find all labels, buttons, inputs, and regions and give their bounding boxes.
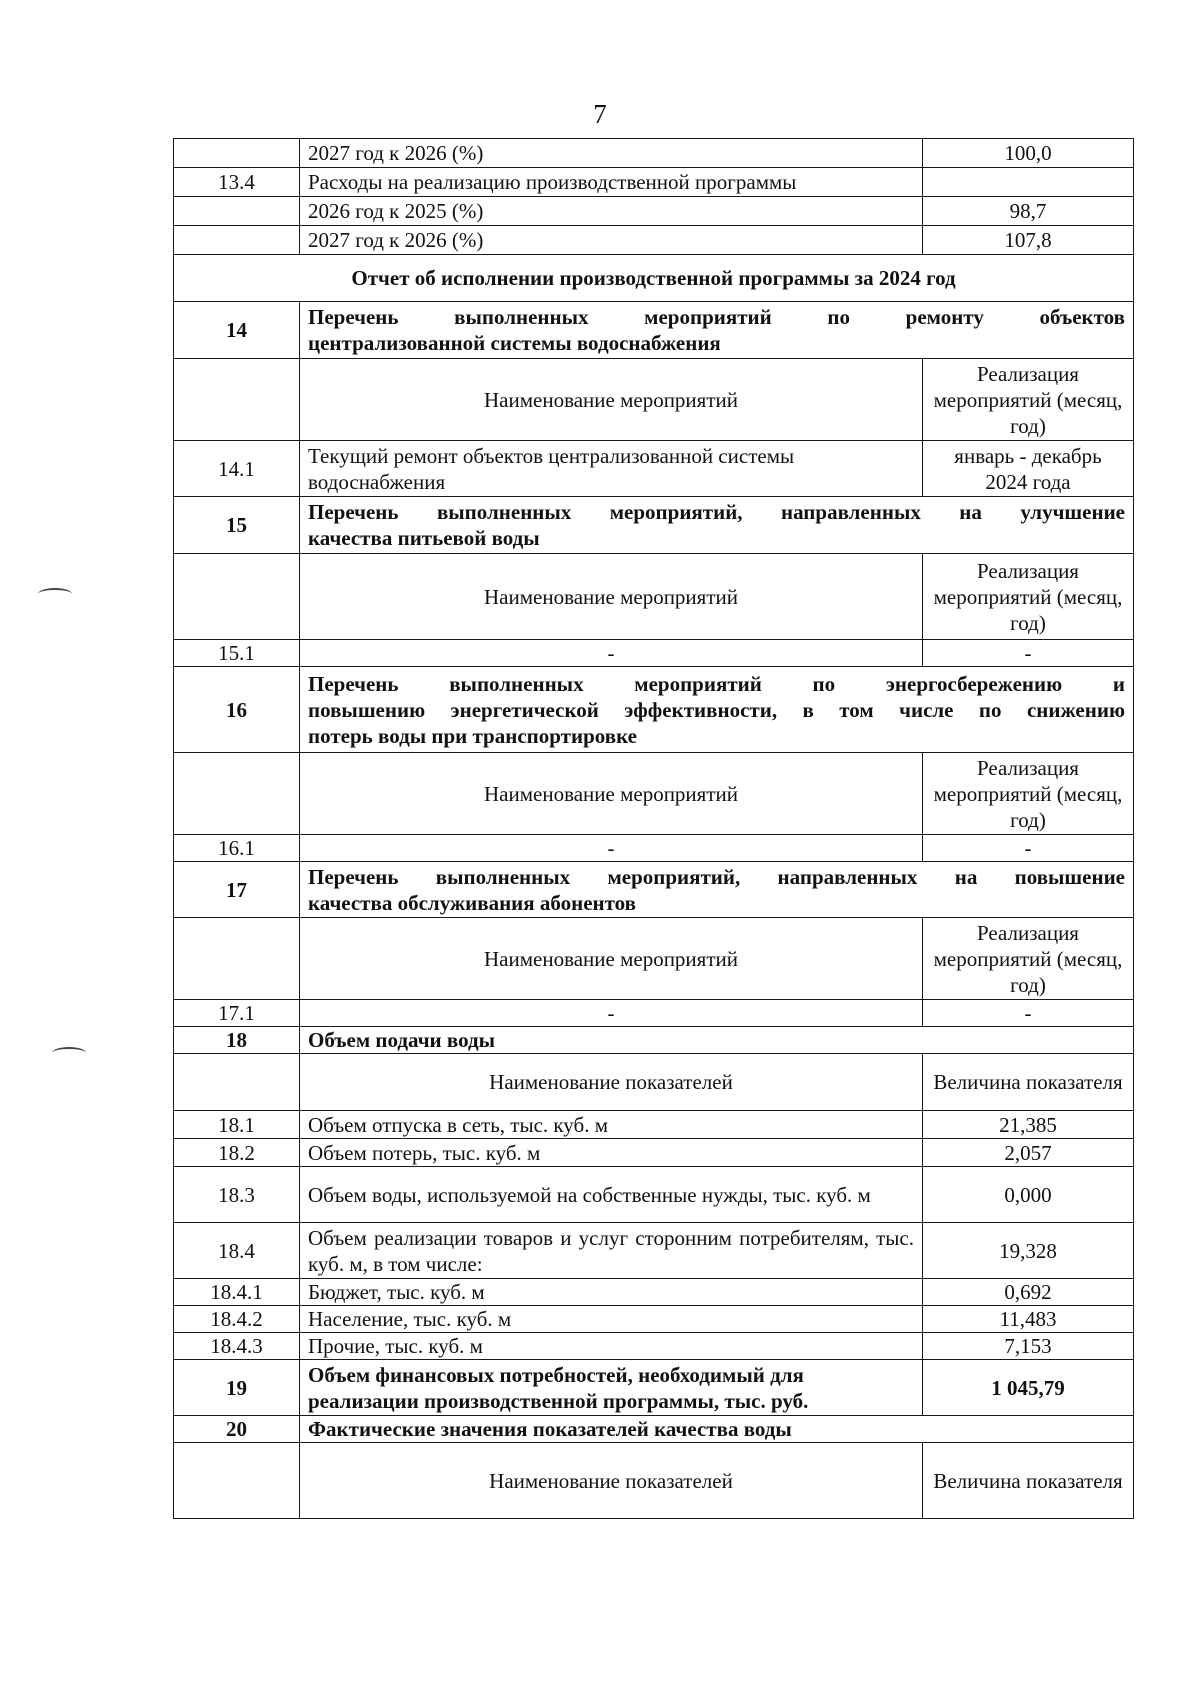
- row-value: 0,692: [923, 1279, 1134, 1306]
- row-value: [923, 168, 1134, 197]
- table-row: [174, 197, 1134, 226]
- row-number: [174, 226, 300, 255]
- section-number: 16: [174, 667, 300, 753]
- table-row: [174, 1167, 1134, 1223]
- row-value: 100,0: [923, 139, 1134, 168]
- section-title-row: [174, 497, 1134, 554]
- section-title-line: Перечень выполненных мероприятий, направленных на повышение: [308, 864, 1125, 889]
- section-title-row: [174, 1027, 1134, 1054]
- table-row: [174, 640, 1134, 667]
- header-value: Величина показателя: [923, 1443, 1134, 1519]
- row-number: 18.4: [174, 1223, 300, 1279]
- row-name: Текущий ремонт объектов централизованной системы водоснабжения: [300, 441, 923, 497]
- row-number: 13.4: [174, 168, 300, 197]
- table-row: [174, 1000, 1134, 1027]
- row-value: 107,8: [923, 226, 1134, 255]
- section-header-row: [174, 918, 1134, 1000]
- section-number: 19: [174, 1360, 300, 1416]
- row-name: Прочие, тыс. куб. м: [300, 1333, 923, 1360]
- table-row: [174, 1139, 1134, 1167]
- row-number: 16.1: [174, 835, 300, 862]
- section-title-line: повышению энергетической эффективности, в том числе по снижению: [308, 697, 1125, 722]
- header-name: Наименование мероприятий: [300, 359, 923, 441]
- empty-cell: [174, 554, 300, 640]
- table-row: [174, 1223, 1134, 1279]
- section-header-row: [174, 1443, 1134, 1519]
- row-number: 15.1: [174, 640, 300, 667]
- section-title-line: качества обслуживания абонентов: [308, 890, 636, 915]
- row-number: 18.4.3: [174, 1333, 300, 1360]
- table-row: [174, 139, 1134, 168]
- row-name: 2027 год к 2026 (%): [300, 139, 923, 168]
- section-number: 20: [174, 1416, 300, 1443]
- section-header-row: [174, 359, 1134, 441]
- row-name: 2026 год к 2025 (%): [300, 197, 923, 226]
- row-number: 18.2: [174, 1139, 300, 1167]
- section-title: [300, 497, 1134, 554]
- row-name: Бюджет, тыс. куб. м: [300, 1279, 923, 1306]
- page-number: 7: [593, 99, 607, 129]
- scan-mark: [38, 588, 72, 600]
- table-row: [174, 226, 1134, 255]
- header-value: Реализация мероприятий (месяц, год): [923, 359, 1134, 441]
- header-name: Наименование мероприятий: [300, 918, 923, 1000]
- section-title-row: [174, 667, 1134, 753]
- section-title-row: [174, 1416, 1134, 1443]
- row-value: 98,7: [923, 197, 1134, 226]
- table-row: [174, 1333, 1134, 1360]
- table-row: [174, 441, 1134, 497]
- row-name: Объем отпуска в сеть, тыс. куб. м: [300, 1111, 923, 1139]
- header-value: Величина показателя: [923, 1054, 1134, 1111]
- header-value: Реализация мероприятий (месяц, год): [923, 554, 1134, 640]
- row-number: [174, 139, 300, 168]
- row-value: 11,483: [923, 1306, 1134, 1333]
- row-number: 18.4.1: [174, 1279, 300, 1306]
- row-value: -: [923, 835, 1134, 862]
- header-name: Наименование мероприятий: [300, 554, 923, 640]
- row-name: -: [300, 640, 923, 667]
- row-number: 18.1: [174, 1111, 300, 1139]
- empty-cell: [174, 359, 300, 441]
- header-value: Реализация мероприятий (месяц, год): [923, 918, 1134, 1000]
- section-title-line: централизованной системы водоснабжения: [308, 331, 721, 355]
- report-title-row: [174, 255, 1134, 302]
- scan-mark: [52, 1047, 86, 1059]
- row-number: [174, 197, 300, 226]
- row-name: Объем потерь, тыс. куб. м: [300, 1139, 923, 1167]
- section-title-row: [174, 1360, 1134, 1416]
- report-table: [173, 138, 1134, 1519]
- section-number: 17: [174, 862, 300, 918]
- section-title: Объем финансовых потребностей, необходимый для реализации производственной программы, тыс. руб.: [300, 1360, 923, 1416]
- table-row: [174, 168, 1134, 197]
- row-value: -: [923, 1000, 1134, 1027]
- row-value: -: [923, 640, 1134, 667]
- row-value: 19,328: [923, 1223, 1134, 1279]
- header-value: Реализация мероприятий (месяц, год): [923, 753, 1134, 835]
- row-number: 17.1: [174, 1000, 300, 1027]
- section-title-line: Перечень выполненных мероприятий по энергосбережению и: [308, 671, 1125, 696]
- row-number: 18.4.2: [174, 1306, 300, 1333]
- section-title: Фактические значения показателей качества воды: [300, 1416, 1134, 1443]
- empty-cell: [174, 918, 300, 1000]
- row-value: 2,057: [923, 1139, 1134, 1167]
- table-row: [174, 1279, 1134, 1306]
- row-name: 2027 год к 2026 (%): [300, 226, 923, 255]
- section-title-row: [174, 302, 1134, 359]
- section-number: 15: [174, 497, 300, 554]
- section-header-row: [174, 554, 1134, 640]
- section-title: [300, 862, 1134, 918]
- section-title-line: качества питьевой воды: [308, 526, 540, 550]
- section-title: Объем подачи воды: [300, 1027, 1134, 1054]
- row-name: Расходы на реализацию производственной программы: [300, 168, 923, 197]
- section-value: 1 045,79: [923, 1360, 1134, 1416]
- row-name: Население, тыс. куб. м: [300, 1306, 923, 1333]
- section-title-row: [174, 862, 1134, 918]
- table-row: [174, 1111, 1134, 1139]
- header-name: Наименование мероприятий: [300, 753, 923, 835]
- row-number: 18.3: [174, 1167, 300, 1223]
- section-header-row: [174, 1054, 1134, 1111]
- section-title-line: Перечень выполненных мероприятий, направленных на улучшение: [308, 500, 1125, 524]
- section-number: 14: [174, 302, 300, 359]
- header-name: Наименование показателей: [300, 1443, 923, 1519]
- section-title-line: Перечень выполненных мероприятий по ремонту объектов: [308, 305, 1125, 329]
- row-name: -: [300, 1000, 923, 1027]
- section-title: [300, 667, 1134, 753]
- row-number: 14.1: [174, 441, 300, 497]
- header-name: Наименование показателей: [300, 1054, 923, 1111]
- section-title-line: потерь воды при транспортировке: [308, 723, 637, 748]
- section-header-row: [174, 753, 1134, 835]
- section-title: [300, 302, 1134, 359]
- table-row: [174, 835, 1134, 862]
- table-row: [174, 1306, 1134, 1333]
- section-number: 18: [174, 1027, 300, 1054]
- row-value: 0,000: [923, 1167, 1134, 1223]
- empty-cell: [174, 1443, 300, 1519]
- report-title: Отчет об исполнении производственной программы за 2024 год: [174, 255, 1134, 302]
- row-name: -: [300, 835, 923, 862]
- row-value: январь - декабрь 2024 года: [923, 441, 1134, 497]
- row-value: 7,153: [923, 1333, 1134, 1360]
- empty-cell: [174, 753, 300, 835]
- row-value: 21,385: [923, 1111, 1134, 1139]
- row-name: Объем воды, используемой на собственные нужды, тыс. куб. м: [300, 1167, 923, 1223]
- row-name: Объем реализации товаров и услуг сторонним потребителям, тыс. куб. м, в том числе:: [300, 1223, 923, 1279]
- empty-cell: [174, 1054, 300, 1111]
